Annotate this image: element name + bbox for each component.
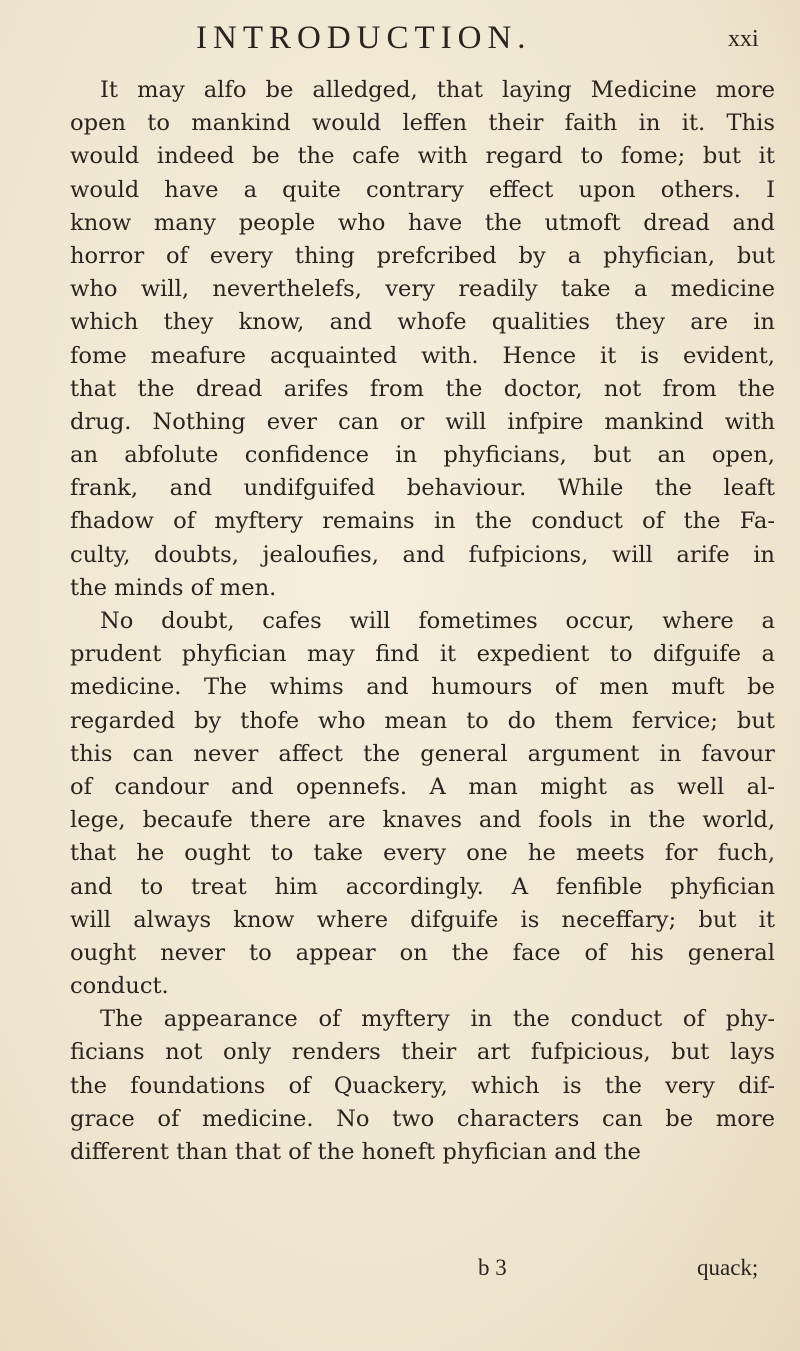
text-line: medicine. The whims and humours of men muft be xyxy=(70,674,775,701)
body-text xyxy=(70,74,775,1169)
text-line: will always know where difguife is neceffary; but it xyxy=(70,906,775,933)
paragraph xyxy=(70,74,775,605)
page-header xyxy=(0,20,800,60)
text-line: fome meafure acquainted with. Hence it is evident, xyxy=(70,342,775,369)
text-line: conduct. xyxy=(70,973,169,1000)
text-line: drug. Nothing ever can or will infpire mankind with xyxy=(70,408,775,435)
text-line: ficians not only renders their art fufpicious, but lays xyxy=(70,1039,775,1066)
text-line: which they know, and whofe qualities they are in xyxy=(70,309,775,336)
text-line: fhadow of myftery remains in the conduct of the Fa- xyxy=(70,508,775,535)
text-line: would indeed be the cafe with regard to fome; but it xyxy=(70,143,775,170)
text-line: It may alfo be alledged, that laying Medicine more xyxy=(100,77,775,103)
page-footer xyxy=(0,1255,800,1291)
page-number: xxi xyxy=(728,26,759,52)
text-line: No doubt, cafes will fometimes occur, where a xyxy=(100,608,775,634)
paragraph xyxy=(70,1003,775,1169)
text-line: lege, becaufe there are knaves and fools in the world, xyxy=(70,807,775,834)
text-line: of candour and opennefs. A man might as well al- xyxy=(70,773,775,800)
text-line: the minds of men. xyxy=(70,574,277,601)
text-line: culty, doubts, jealoufies, and fufpicions, will arife in xyxy=(70,541,775,568)
text-line: grace of medicine. No two characters can be more xyxy=(70,1105,775,1132)
text-line: would have a quite contrary effect upon others. I xyxy=(70,176,775,203)
running-head: INTRODUCTION. xyxy=(196,20,532,56)
text-line: ought never to appear on the face of his general xyxy=(70,939,775,966)
text-line: that the dread arifes from the doctor, not from the xyxy=(70,375,775,402)
text-line: the foundations of Quackery, which is the very dif- xyxy=(70,1072,775,1099)
text-line: this can never affect the general argument in favour xyxy=(70,740,775,767)
text-line: know many people who have the utmoft dread and xyxy=(70,209,775,236)
text-line: The appearance of myftery in the conduct of phy- xyxy=(100,1006,775,1033)
text-line: horror of every thing prefcribed by a phyfician, but xyxy=(70,242,775,269)
catchword: quack; xyxy=(697,1255,759,1280)
text-line: open to mankind would leffen their faith in it. This xyxy=(70,110,775,137)
text-line: an abfolute confidence in phyficians, but an open, xyxy=(70,442,775,469)
paragraph xyxy=(70,605,775,1003)
text-line: and to treat him accordingly. A fenfible phyfician xyxy=(70,873,775,900)
text-line: prudent phyfician may find it expedient to difguife a xyxy=(70,641,775,668)
text-line: different than that of the honeft phyfician and the xyxy=(70,1139,641,1165)
text-line: regarded by thofe who mean to do them fervice; but xyxy=(70,707,775,734)
signature-mark: b 3 xyxy=(478,1255,507,1280)
text-line: who will, neverthelefs, very readily take a medicine xyxy=(70,276,775,303)
text-line: frank, and undifguifed behaviour. While the leaft xyxy=(70,475,775,502)
text-line: that he ought to take every one he meets for fuch, xyxy=(70,840,775,867)
